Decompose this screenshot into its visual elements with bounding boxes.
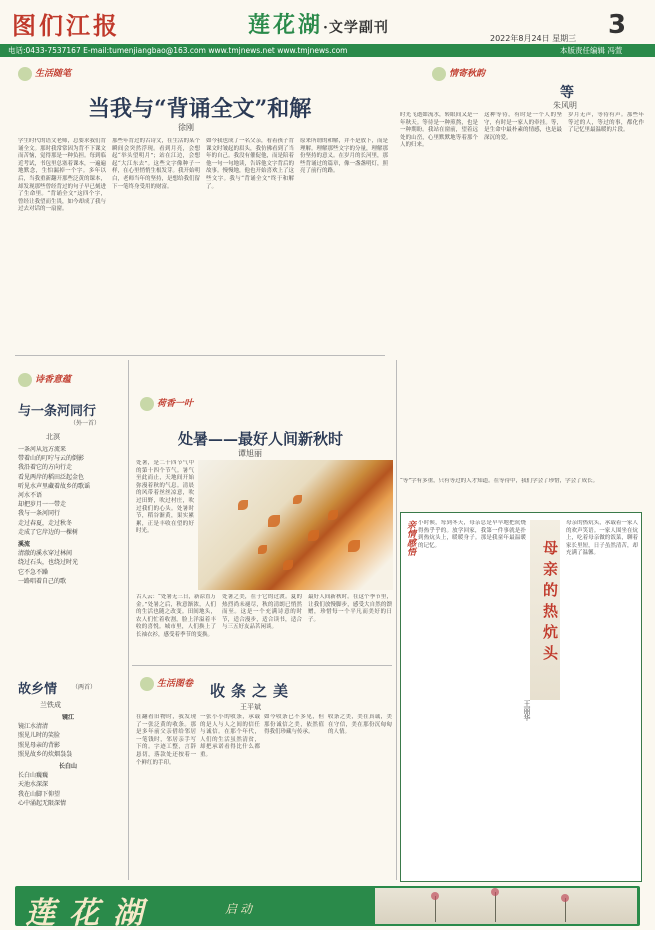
section-title-main: 莲花湖 (248, 12, 324, 38)
article1-title: 当我与“背诵全文”和解 (88, 96, 312, 122)
poem1-subtitle: （外一首） (70, 420, 101, 427)
poem2-author: 兰铁成 (40, 701, 61, 709)
poem-line: 一路唱着自己的歌 (18, 577, 67, 585)
article2-col2: 这种等待，有时是一个人的坚守，有时是一家人的牵挂。等，是生命中最朴素的情感，也是最深沉的爱。 (484, 112, 562, 141)
article2-col1: 时光飞逝如流水，转眼间又是一年秋天。等待是一种煎熬，也是一种期盼。我站在窗前，望着远处的山峦，心里默默地等着那个人的归来。 (400, 112, 478, 149)
article1-col3: 如今我也成了一名父亲，看着孩子背课文时皱起的眉头，我仿佛看到了当年的自己。我没有催促他，而是陪着他一句一句地读，告诉他文字背后的故事。慢慢地，他也开始喜欢上了这些文字。我与“背诵全文”终于和解了。 (206, 138, 294, 190)
camera-icon (140, 677, 154, 691)
divider (132, 665, 392, 666)
poem-line: 走过春夏，走过秋冬 (18, 519, 73, 527)
poem-line: 天池水深深 (18, 781, 49, 789)
poem2-subtitle: （两首） (72, 684, 97, 691)
poem-line: 看见两岸的稻田泛起金色 (18, 473, 85, 481)
tag-lotus-gallery: 荷香一叶 (140, 396, 193, 411)
poem2-title: 故乡情 (18, 682, 58, 697)
heart-icon (432, 67, 446, 81)
contact-bar (0, 44, 655, 57)
poem-line: 照见故乡的炊烟袅袅 (18, 750, 73, 758)
poem-line: 听见水声里藏着故乡的歌谣 (18, 482, 91, 490)
poem-line: 长白山巍巍 (18, 772, 49, 780)
poem-line: 我沿着它的方向行走 (18, 464, 73, 472)
tag-mother: 亲情感悟 (405, 520, 415, 556)
article3-col1: 处暑，是二十四节气中的第十四个节气。暑气至此而止，天地间开始弥漫着秋的气息。清晨的风带着丝丝凉意，吹过田野，吹过村庄，吹过我们的心头。处暑时节，稻谷渐黄，果实累累，正是丰收在望的好时光。 (136, 460, 194, 535)
poem-line: 镜江水清清 (18, 723, 49, 731)
poem-line: 我在山脚下仰望 (18, 790, 61, 798)
autumn-leaves-photo (198, 460, 393, 590)
issue-date: 2022年8月24日 星期三 (490, 34, 577, 43)
poem-line: 心中涌起无限深情 (18, 799, 67, 807)
article5-col1: 小时候，每到冬天，母亲总是早早地把炕烧得热乎乎的。放学回家，我第一件事就是扑到热炕头上，暖暖身子。那是我童年最温暖的记忆。 (418, 520, 526, 549)
page-number: 3 (608, 10, 627, 40)
lotus-painting (375, 888, 637, 924)
article4-col3: 如今收条已不多见，但那份诚信之美，依然值得我们珍藏与传承。 (264, 714, 324, 736)
divider (128, 360, 129, 880)
section-title (248, 8, 389, 39)
tag-life-picture: 生活图卷 (140, 676, 193, 691)
footer-tagline: 启动 (225, 902, 256, 916)
poem1-author: 北溟 (46, 433, 60, 441)
article5-author: 王丽华 (523, 700, 531, 721)
lotus-icon (140, 397, 154, 411)
article3-col3: 处暑之美，在于它的过渡。夏的热烈尚未褪尽，秋的清朗已悄然而至。这是一个充满诗意的时节，适合漫步，适合读书，适合与三五好友品茗闲谈。 (222, 594, 302, 631)
contact-info: 电话:0433-7537167 E-mail:tumenjiangbao@163.com www.tmjnews.net www.tmjnews.com (8, 46, 348, 55)
poem-line: 照见母亲的背影 (18, 741, 61, 749)
article2-author: 朱风明 (553, 101, 577, 110)
poem1-body (18, 446, 118, 646)
poem-line: 它不急不躁 (18, 568, 49, 576)
article5-title: 母亲的热炕头 (541, 540, 559, 666)
article3-author: 谭旭丽 (238, 449, 262, 458)
poem2-part1-title: 镜江 (61, 714, 74, 721)
article4-author: 王平斌 (240, 703, 261, 711)
article5-col2: 母亲的热炕头，承载着一家人的欢声笑语。一家人围坐在炕上，吃着母亲做的饭菜，聊着家长里短，日子虽然清苦，却充满了温馨。 (566, 520, 638, 557)
article1-author: 徐刚 (178, 123, 194, 132)
poem-line: 一条河从远方流来 (18, 446, 67, 453)
footer-title: 莲花湖 (25, 896, 157, 930)
divider (15, 355, 385, 356)
editor-info: 本版责任编辑 冯萱 (560, 46, 623, 55)
article1-col4: 原来所谓的和解，并不是放下，而是理解。理解那些文字的分量，理解那份坚持的意义。在岁月的长河里，那些背诵过的篇章，像一盏盏明灯，照亮了前行的路。 (300, 138, 388, 175)
poem1-title: 与一条河同行 (18, 404, 97, 419)
poem1-subtitle-2: 溪流 (18, 541, 31, 549)
article4-col2: 一张小小的收条，承载的是人与人之间的信任与诚信。在那个年代，人们的生活虽然清贫，却把承诺看得比什么都重。 (200, 714, 260, 758)
article4-title: 收条之美 (210, 682, 295, 700)
footer-banner (15, 886, 640, 930)
divider (396, 360, 397, 880)
poem-line: 照见儿时的笑脸 (18, 732, 61, 740)
poem-line: 带着山的叮咛与云的倒影 (18, 455, 85, 463)
article3-title: 处暑——最好人间新秋时 (178, 430, 344, 448)
tag-love-feelings: 情寄秋韵 (432, 66, 485, 81)
flower-icon (18, 373, 32, 387)
article1-col2: 那些年背过的古诗文，在生活的某个瞬间会突然浮现。看到月亮，会想起“举头望明月”；站在江边，会想起“大江东去”。这些文字像种子一样，在心里悄悄生根发芽。我开始明白，老师当年的坚持，是想给我们留下一笔终身受用的财富。 (112, 138, 200, 190)
poem-line: 走成了它岸边的一棵树 (18, 528, 79, 536)
article4-col1: 在翻看旧物时，我发现了一张泛黄的收条。那是多年前父亲借给邻居一笔钱时，邻居亲手写下的。字迹工整，言辞恳切，落款处还按着一个鲜红的手印。 (136, 714, 196, 766)
article1-col1: 学生时代的语文老师，总要求我们背诵全文。那时我常常因为背不下课文而苦恼，觉得那是一种负担。每到临近考试，书包里总塞着课本，一遍遍地默念，生怕漏掉一个字。多年以后，当我重新翻开那些泛黄的课本，却发现那些曾经背过的句子早已刻进了生命里。“背诵全文”这四个字，曾经让我望而生畏，如今却成了我与过去对话的一扇窗。 (18, 138, 106, 213)
poem-line: 绕过石头，也绕过时光 (18, 559, 79, 567)
article2-col4: “等”字有多重，只有等过的人才知道。在等待中，我们学会了珍惜，学会了成长。 (400, 478, 599, 484)
masthead-logo: 图们江报 (12, 11, 120, 40)
article4-col4: 收条之美，美在真诚，美在守信，美在那份沉甸甸的人情。 (328, 714, 392, 736)
poem-line: 河水不语 (18, 492, 43, 500)
leaf-icon (18, 67, 32, 81)
section-subtitle: ·文学副刊 (323, 20, 389, 36)
article2-col3: 岁月无声，等待有声。那些年等过的人，等过的事，都化作了记忆里最温暖的片段。 (568, 112, 644, 134)
tag-love-poems: 诗香意蕴 (18, 372, 71, 387)
poem-line: 却把岁月一一带走 (18, 501, 67, 509)
poem2-part2-title: 长白山 (58, 763, 77, 771)
article3-col4: 最好人间新秋时。在这个季节里，让我们放慢脚步，感受大自然的馈赠，珍惜每一个平凡而美好的日子。 (308, 594, 392, 623)
tag-life-notes: 生活随笔 (18, 66, 71, 81)
poem-line: 清澈的溪水穿过林间 (18, 550, 73, 558)
article2-title: 等 (560, 85, 574, 101)
poem-line: 我与一条河同行 (18, 510, 61, 518)
poem2-body (18, 714, 118, 879)
article3-col2: 古人云：“处暑无三日，新凉直万金。”处暑之后，秋意渐浓，人们的生活也随之改变。田间地头，农人们忙着收割，脸上洋溢着丰收的喜悦。城市里，人们换上了长袖衣衫，感受着季节的变换。 (136, 594, 216, 638)
